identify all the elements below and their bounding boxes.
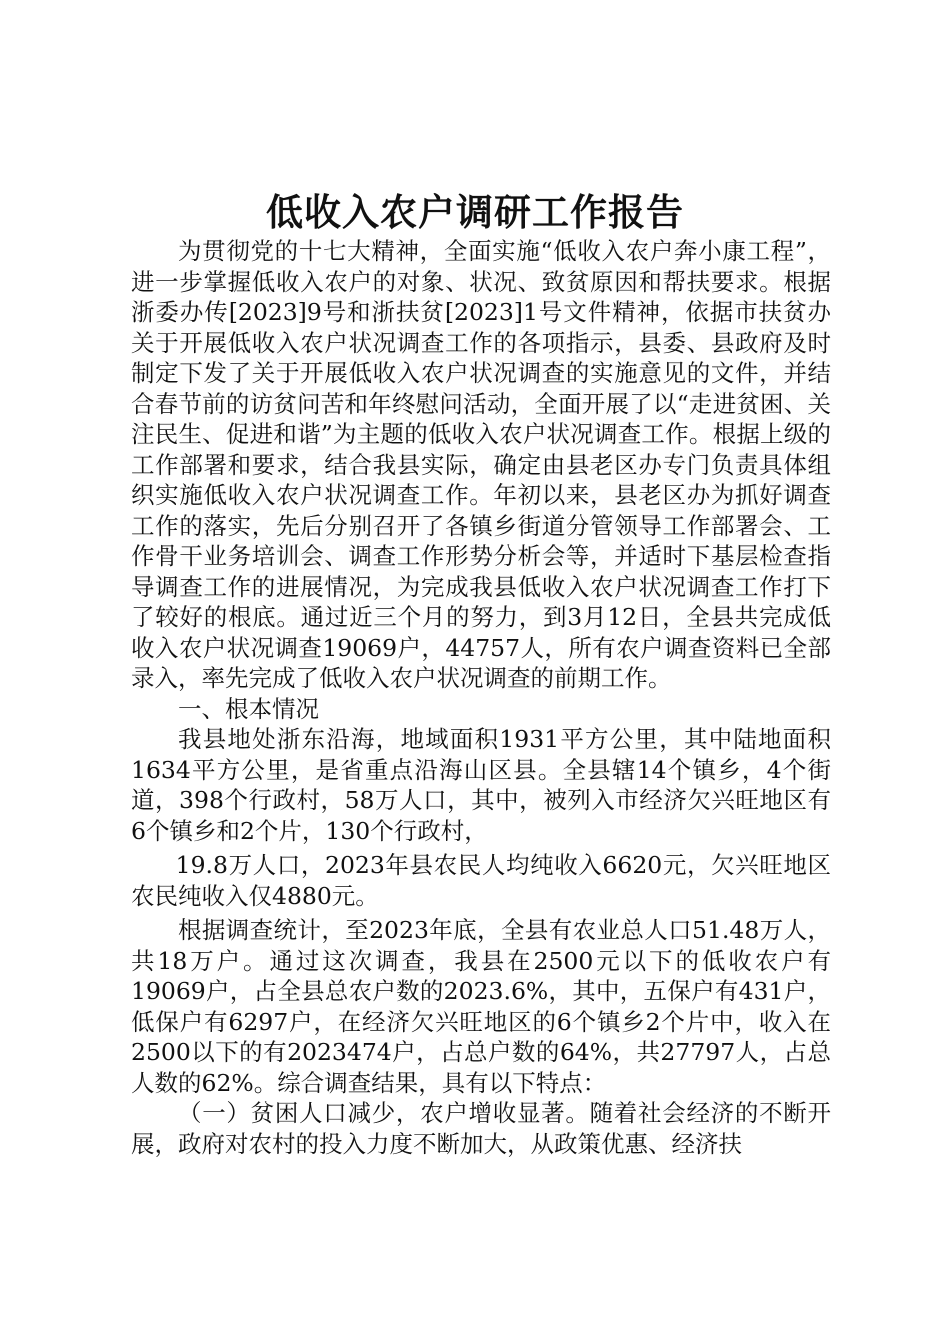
survey-statistics-paragraph: 根据调查统计，至2023年底，全县有农业总人口51.48万人，共18万户。通过这次调查，我县在2500元以下的低收农户有19069户，占全县总农户数的2023.6%，其中，五保户有431户，低保户有6297户，在经济欠兴旺地区的6个镇乡2个片中，收入在2500以下的有2023474户，占总户数的64%，共27797人，占总人数的62%。综合调查结果，具有以下特点： <box>131 916 831 1097</box>
county-income-paragraph: 19.8万人口，2023年县农民人均纯收入6620元，欠兴旺地区农民纯收入仅4880元。 <box>131 851 831 910</box>
subsection-paragraph-1: （一）贫困人口减少，农户增收显著。随着社会经济的不断开展，政府对农村的投入力度不断加大，从政策优惠、经济扶 <box>131 1099 831 1158</box>
intro-paragraph: 为贯彻党的十七大精神，全面实施“低收入农户奔小康工程”，进一步掌握低收入农户的对象、状况、致贫原因和帮扶要求。根据浙委办传[2023]9号和浙扶贫[2023]1号文件精神，依据市扶贫办关于开展低收入农户状况调查工作的各项指示，县委、县政府及时制定下发了关于开展低收入农户状况调查的实施意见的文件，并结合春节前的访贫问苦和年终慰问活动，全面开展了以“走进贫困、关注民生、促进和谐”为主题的低收入农户状况调查工作。根据上级的工作部署和要求，结合我县实际，确定由县老区办专门负责具体组织实施低收入农户状况调查工作。年初以来，县老区办为抓好调查工作的落实，先后分别召开了各镇乡街道分管领导工作部署会、工作骨干业务培训会、调查工作形势分析会等，并适时下基层检查指导调查工作的进展情况，为完成我县低收入农户状况调查工作打下了较好的根底。通过近三个月的努力，到3月12日，全县共完成低收入农户状况调查19069户，44757人，所有农户调查资料已全部录入，率先完成了低收入农户状况调查的前期工作。 <box>131 237 831 692</box>
section-heading-basic-situation: 一、根本情况 <box>178 694 319 723</box>
document-body <box>131 236 831 1159</box>
document-title: 低收入农户调研工作报告 <box>266 190 684 234</box>
county-overview-paragraph: 我县地处浙东沿海，地域面积1931平方公里，其中陆地面积1634平方公里，是省重点沿海山区县。全县辖14个镇乡，4个街道，398个行政村，58万人口，其中，被列入市经济欠兴旺地区有6个镇乡和2个片，130个行政村， <box>131 725 831 845</box>
